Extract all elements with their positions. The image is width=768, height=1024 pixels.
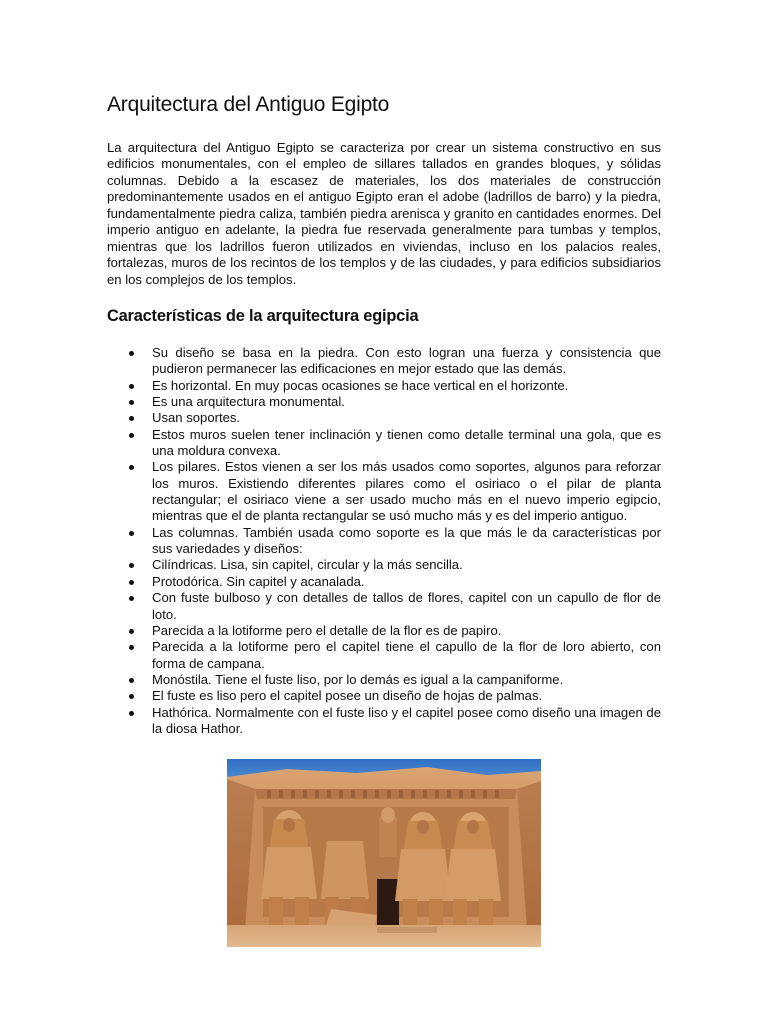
page-title: Arquitectura del Antiguo Egipto: [107, 93, 390, 116]
list-item: El fuste es liso pero el capitel posee un diseño de hojas de palmas.: [152, 688, 661, 704]
characteristics-list: [152, 345, 661, 737]
list-item: Hathórica. Normalmente con el fuste liso y el capitel posee como diseño una imagen de la diosa Hathor.: [152, 704, 661, 736]
list-item: Usan soportes.: [152, 410, 661, 426]
list-item: Parecida a la lotiforme pero el capitel tiene el capullo de la flor de loro abierto, con forma de campana.: [152, 639, 661, 671]
section-heading: Características de la arquitectura egipcia: [107, 307, 419, 325]
abu-simbel-temple-image: [227, 759, 541, 947]
list-item: Los pilares. Estos vienen a ser los más usados como soportes, algunos para reforzar los muros. Existiendo diferentes pilares como el osiriaco o el pilar de planta rectangular; el osiriaco viene a ser usado mucho más en el nuevo imperio egipcio, mientras que el de planta rectangular se usó mucho más y es del imperio antiguo.: [152, 459, 661, 524]
list-item: Con fuste bulboso y con detalles de tallos de flores, capitel con un capullo de flor de loto.: [152, 590, 661, 622]
list-item: Protodórica. Sin capitel y acanalada.: [152, 574, 661, 590]
list-item: Las columnas. También usada como soporte es la que más le da características por sus variedades y diseños:: [152, 524, 661, 557]
list-item: Es una arquitectura monumental.: [152, 394, 661, 410]
list-item: Parecida a la lotiforme pero el detalle de la flor es de papiro.: [152, 623, 661, 639]
intro-paragraph: La arquitectura del Antiguo Egipto se caracteriza por crear un sistema constructivo en sus edificios monumentales, con el empleo de sillares tallados en grandes bloques, y sólidas columnas. Debido a la escasez de materiales, los dos materiales de construcción predominantemente usados en el antiguo Egipto eran el adobe (ladrillos de barro) y la piedra, fundamentalmente piedra caliza, también piedra arenisca y granito en cantidades enormes. Del imperio antiguo en adelante, la piedra fue reservada generalmente para tumbas y templos, mientras que los ladrillos fueron utilizados en viviendas, incluso en los palacios reales, fortalezas, muros de los recintos de los templos y de las ciudades, y para edificios subsidiarios en los complejos de los templos.: [107, 140, 661, 287]
list-item: Su diseño se basa en la piedra. Con esto logran una fuerza y consistencia que pudieron permanecer las edificaciones en mejor estado que las demás.: [152, 345, 661, 377]
list-item: Es horizontal. En muy pocas ocasiones se hace vertical en el horizonte.: [152, 378, 661, 394]
list-item: Estos muros suelen tener inclinación y tienen como detalle terminal una gola, que es una moldura convexa.: [152, 426, 661, 459]
list-item: Monóstila. Tiene el fuste liso, por lo demás es igual a la campaniforme.: [152, 672, 661, 688]
list-item: Cilíndricas. Lisa, sin capitel, circular y la más sencilla.: [152, 557, 661, 573]
